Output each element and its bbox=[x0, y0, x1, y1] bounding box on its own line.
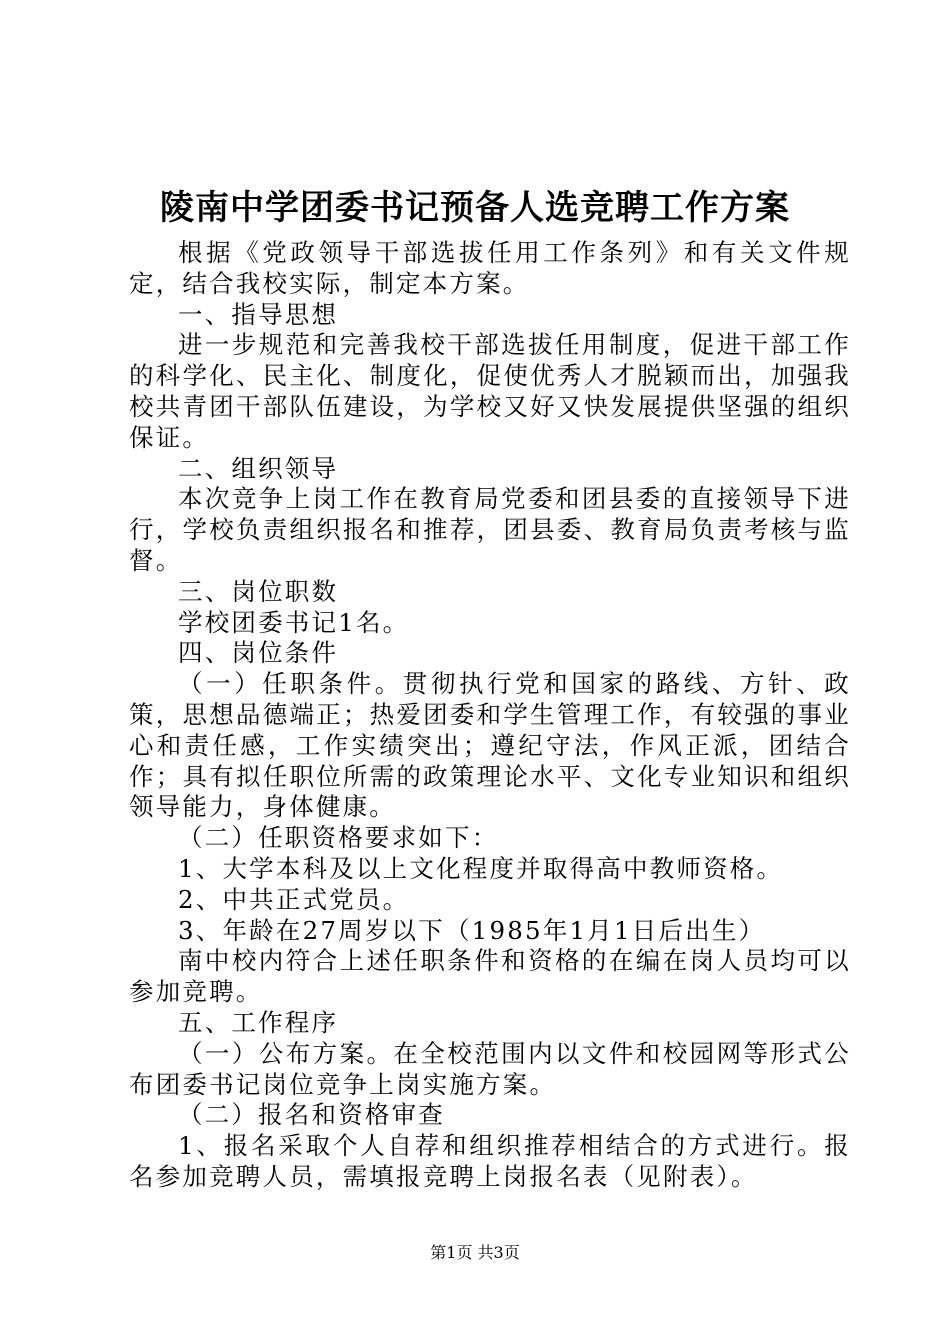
paragraph-registration: 1、报名采取个人自荐和组织推荐相结合的方式进行。报名参加竞聘人员，需填报竞聘上岗报名表（见附表）。 bbox=[129, 1131, 851, 1191]
section-heading-procedure: 五、工作程序 bbox=[178, 1007, 339, 1037]
document-title: 陵南中学团委书记预备人选竞聘工作方案 bbox=[160, 188, 790, 228]
paragraph-intro: 根据《党政领导干部选拔任用工作条列》和有关文件规定，结合我校实际，制定本方案。 bbox=[129, 238, 851, 298]
page-total: 共3页 bbox=[477, 1243, 520, 1262]
paragraph-conditions: （一）任职条件。贯彻执行党和国家的路线、方针、政策，思想品德端正；热爱团委和学生管理工作，有较强的事业心和责任感，工作实绩突出；遵纪守法，作风正派，团结合作；具有拟任职位所需的政策理论水平、文化专业知识和组织领导能力，身体健康。 bbox=[129, 669, 851, 822]
paragraph-guiding-thought: 进一步规范和完善我校干部选拔任用制度，促进干部工作的科学化、民主化、制度化，促使优秀人才脱颖而出，加强我校共青团干部队伍建设，为学校又好又快发展提供坚强的组织保证。 bbox=[129, 330, 851, 452]
section-heading-leadership: 二、组织领导 bbox=[178, 453, 339, 483]
paragraph-positions: 学校团委书记1名。 bbox=[178, 607, 410, 637]
subheading-registration: （二）报名和资格审查 bbox=[178, 1100, 445, 1130]
list-item-party-member: 2、中共正式党员。 bbox=[178, 884, 410, 914]
paragraph-eligibility: 南中校内符合上述任职条件和资格的在编在岗人员均可以参加竞聘。 bbox=[129, 946, 851, 1007]
list-item-age: 3、年龄在27周岁以下（1985年1月1日后出生） bbox=[178, 915, 766, 945]
section-heading-conditions: 四、岗位条件 bbox=[178, 638, 339, 668]
paragraph-leadership: 本次竞争上岗工作在教育局党委和团县委的直接领导下进行，学校负责组织报名和推荐，团县委、教育局负责考核与监督。 bbox=[129, 484, 851, 575]
paragraph-publish-plan: （一）公布方案。在全校范围内以文件和校园网等形式公布团委书记岗位竞争上岗实施方案。 bbox=[129, 1038, 851, 1099]
page-number: 第1页 bbox=[430, 1243, 473, 1262]
section-heading-guiding-thought: 一、指导思想 bbox=[178, 299, 339, 329]
list-item-education: 1、大学本科及以上文化程度并取得高中教师资格。 bbox=[178, 853, 784, 883]
section-heading-positions: 三、岗位职数 bbox=[178, 576, 339, 606]
page-footer bbox=[0, 1241, 950, 1265]
subheading-qualifications: （二）任职资格要求如下： bbox=[178, 823, 499, 853]
document-body bbox=[129, 238, 851, 1193]
